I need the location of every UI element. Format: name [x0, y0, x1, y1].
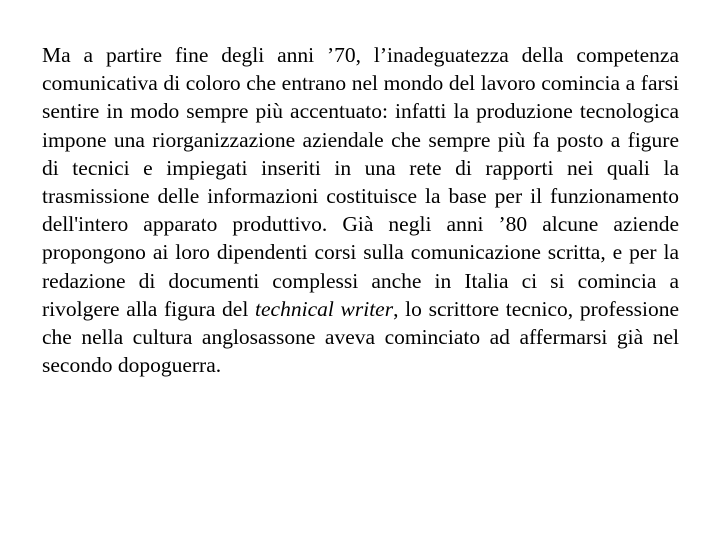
body-paragraph	[42, 41, 679, 379]
italic-term: technical writer	[255, 296, 394, 321]
paragraph-text-start: Ma a partire fine degli anni ’70, l’inadeguatezza della competenza comunicativa di coloro che entrano nel mondo del lavoro comincia a farsi sentire in modo sempre più accentuato: infatti la produzione tecnologica impone una riorganizzazione aziendale che sempre più fa posto a figure di tecnici e impiegati inseriti in una rete di rapporti nei quali la trasmissione delle informazioni costituisce la base per il funzionamento dell'intero apparato produttivo. Già negli anni ’80 alcune aziende propongono ai loro dipendenti corsi sulla comunicazione scritta, e per la redazione di documenti complessi anche in Italia ci si comincia a rivolgere alla figura del	[42, 43, 679, 321]
paragraph-text-end: , lo scrittore tecnico, professione che nella cultura anglosassone aveva cominciato ad affermarsi già nel secondo dopoguerra.	[42, 296, 679, 378]
